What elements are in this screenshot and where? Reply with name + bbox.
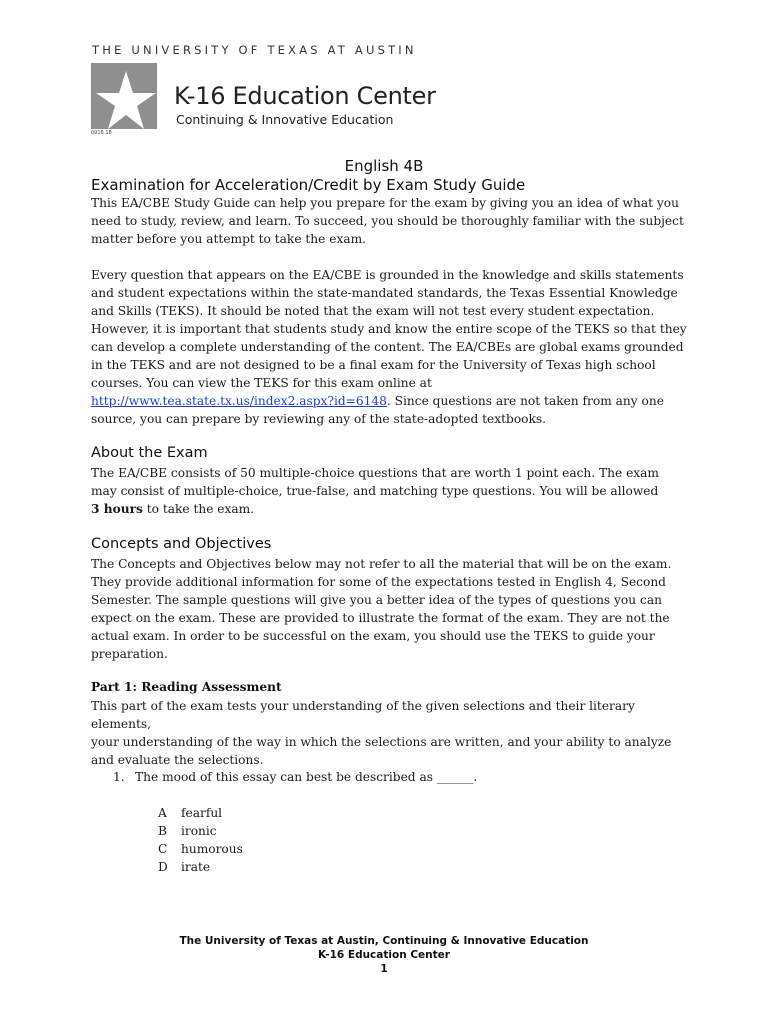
text-line: The EA/CBE consists of 50 multiple-choice questions that are worth 1 point each. The exam	[91, 466, 659, 480]
star-icon	[91, 63, 157, 129]
text-line: in the TEKS and are not designed to be a final exam for the University of Texas high school	[91, 358, 656, 372]
text-line: expect on the exam. These are provided to illustrate the format of the exam. They are not the	[91, 611, 670, 625]
text-line: Every question that appears on the EA/CBE is grounded in the knowledge and skills statements	[91, 268, 684, 282]
option-letter-c: C	[158, 842, 168, 856]
center-name: K-16 Education Center	[174, 82, 436, 110]
intro-paragraph-2	[91, 266, 691, 428]
option-text-c: humorous	[181, 842, 243, 856]
text-line: and Skills (TEKS). It should be noted that the exam will not test every student expectation.	[91, 304, 655, 318]
part1-paragraph	[91, 697, 691, 769]
intro-paragraph-1	[91, 194, 691, 248]
text-line: may consist of multiple-choice, true-false, and matching type questions. You will be allowed	[91, 484, 659, 498]
logo-code: 0916 18	[91, 130, 112, 136]
text-line: and evaluate the selections.	[91, 753, 264, 767]
text-line: matter before you attempt to take the exam.	[91, 232, 367, 246]
option-letter-a: A	[158, 806, 167, 820]
text-fragment: to take the exam.	[142, 502, 255, 516]
text-line: and student expectations within the state-mandated standards, the Texas Essential Knowledge	[91, 286, 678, 300]
university-name: THE UNIVERSITY OF TEXAS AT AUSTIN	[92, 43, 417, 57]
center-subtitle: Continuing & Innovative Education	[176, 112, 394, 127]
part1-heading: Part 1: Reading Assessment	[91, 680, 282, 694]
footer-institution: The University of Texas at Austin, Continuing & Innovative Education	[179, 935, 589, 947]
text-line: your understanding of the way in which the selections are written, and your ability to analyze	[91, 735, 672, 749]
text-line: This part of the exam tests your understanding of the given selections and their literary elements,	[91, 699, 635, 731]
concepts-heading: Concepts and Objectives	[91, 536, 272, 552]
text-line: source, you can prepare by reviewing any of the state-adopted textbooks.	[91, 412, 547, 426]
about-exam-paragraph	[91, 464, 691, 518]
about-exam-heading: About the Exam	[91, 445, 208, 461]
option-text-b: ironic	[181, 824, 217, 838]
text-line	[91, 392, 691, 410]
text-line: This EA/CBE Study Guide can help you prepare for the exam by giving you an idea of what you	[91, 196, 679, 210]
k16-logo	[91, 63, 157, 129]
text-line: Semester. The sample questions will give you a better idea of the types of questions you can	[91, 593, 662, 607]
concepts-paragraph	[91, 555, 691, 663]
option-letter-b: B	[158, 824, 167, 838]
text-line: They provide additional information for some of the expectations tested in English 4, Second	[91, 575, 666, 589]
exam-duration: 3 hours	[91, 502, 143, 516]
text-line: courses. You can view the TEKS for this exam online at	[91, 376, 432, 390]
text-line: preparation.	[91, 647, 168, 661]
footer-center: K-16 Education Center	[318, 949, 450, 961]
option-text-a: fearful	[181, 806, 223, 820]
document-subtitle: Examination for Acceleration/Credit by Exam Study Guide	[91, 176, 526, 194]
text-line: need to study, review, and learn. To succeed, you should be thoroughly familiar with the subject	[91, 214, 684, 228]
text-line: can develop a complete understanding of the content. The EA/CBEs are global exams grounded	[91, 340, 684, 354]
option-text-d: irate	[181, 860, 211, 874]
document-title: English 4B	[344, 157, 424, 175]
text-line: The Concepts and Objectives below may not refer to all the material that will be on the exam.	[91, 557, 672, 571]
question-number: 1.	[113, 770, 125, 784]
text-line: However, it is important that students study and know the entire scope of the TEKS so that they	[91, 322, 687, 336]
option-letter-d: D	[158, 860, 168, 874]
after-link-text: . Since questions are not taken from any one	[386, 394, 664, 408]
teks-link[interactable]: http://www.tea.state.tx.us/index2.aspx?id=6148	[91, 394, 387, 408]
text-line: actual exam. In order to be successful on the exam, you should use the TEKS to guide your	[91, 629, 655, 643]
text-line	[91, 500, 691, 518]
question-text: The mood of this essay can best be described as ______.	[135, 770, 478, 784]
page-number: 1	[380, 963, 388, 975]
